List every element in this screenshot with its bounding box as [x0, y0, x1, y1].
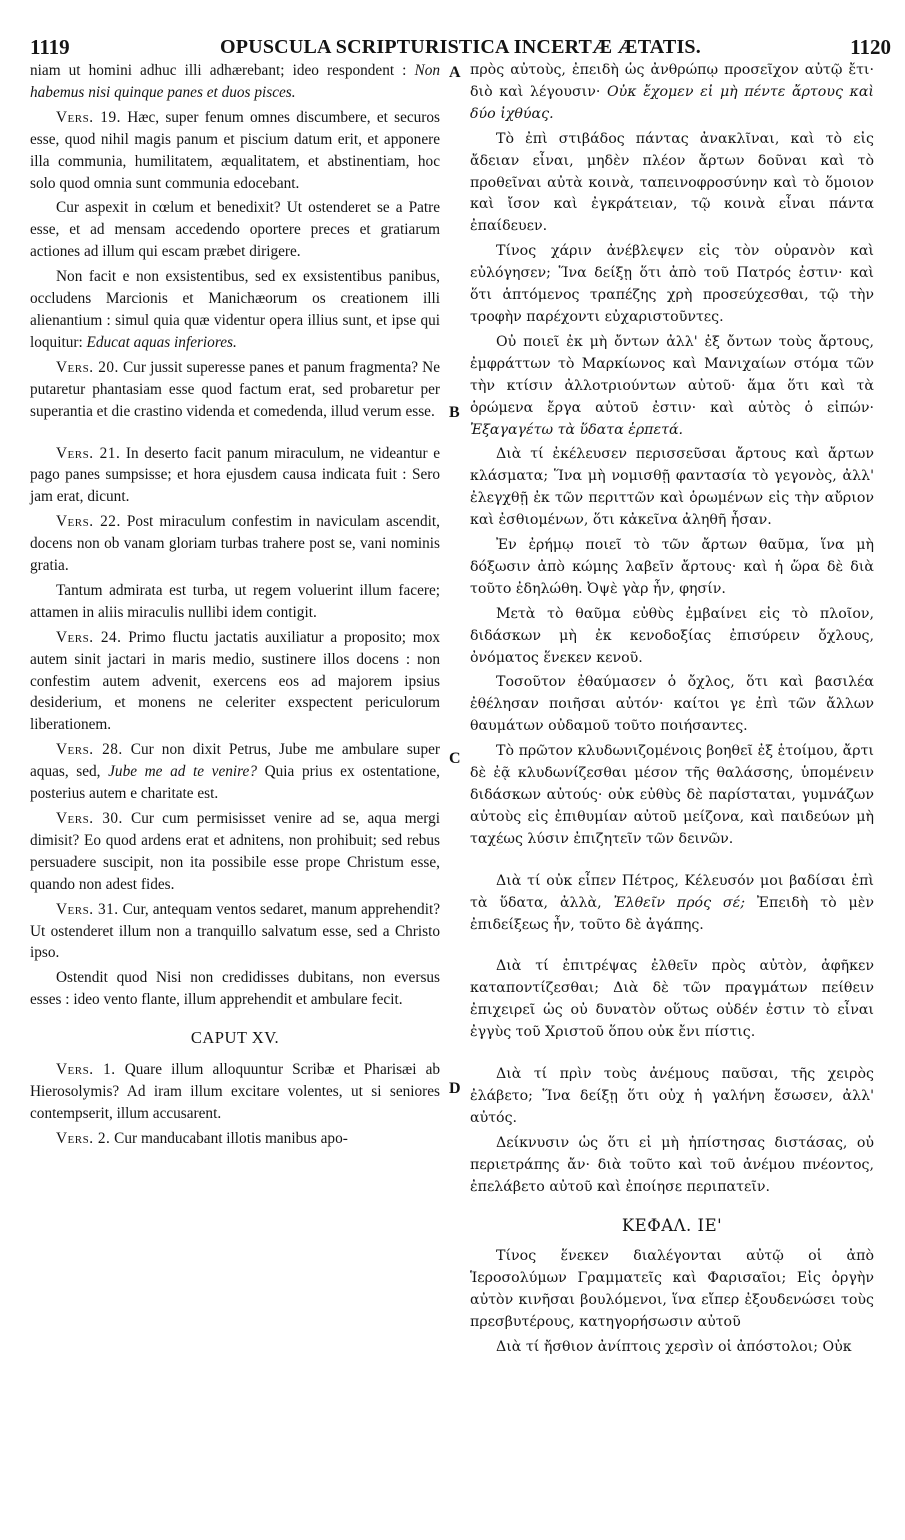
- greek-paragraph: Διὰ τί ἐπιτρέψας ἐλθεῖν πρὸς αὐτὸν, ἀφῆκεν καταποντίζεσθαι; Διὰ δὲ τῶν πραγμάτων πείθειν ἐπιχειρεῖ ὡς οὐ δυνατὸν οὕτως οὐδέν ἐστιν τὸ εἶναι ἐγγὺς τοῦ Χριστοῦ ὅπου οὐκ ἔνι πίστις.: [470, 958, 874, 1041]
- latin-paragraph: Vers. 30. Cur cum permisisset venire ad se, aqua mergi dimisit? Eo quod ardens erat et adnitens, non prohibuit; sed rebus persuadere suscipit, non ita possibile esse prope Christum esse, quando non adest fides.: [30, 810, 440, 893]
- latin-chapter-heading: CAPUT XV.: [190, 1028, 280, 1048]
- page-number-left: 1119: [30, 35, 70, 59]
- greek-paragraph: Ἐν ἐρήμῳ ποιεῖ τὸ τῶν ἄρτων θαῦμα, ἵνα μὴ δόξωσιν ἀπὸ κώμης λαβεῖν ἄρτους· καὶ ἡ ὥρα δὲ διὰ τοῦτο ἐδηλώθη. Ὀψὲ γὰρ ἦν, φησίν.: [470, 537, 874, 597]
- greek-column: [470, 60, 874, 1362]
- latin-paragraph: Vers. 22. Post miraculum confestim in naviculam ascendit, docens non ob vanam gloriam turbas trahere post se, vani nominis gratia.: [30, 513, 440, 575]
- page-number-right: 1120: [850, 35, 891, 59]
- greek-paragraph: Μετὰ τὸ θαῦμα εὐθὺς ἐμβαίνει εἰς τὸ πλοῖον, διδάσκων μὴ ἐκ κενοδοξίας ἐπισύρειν ὄχλους, ὀνόματος ἕνεκεν κενοῦ.: [470, 605, 874, 666]
- latin-paragraph: Non facit e non exsistentibus, sed ex exsistentibus panibus, occludens Marcionis et Manichæorum os creationem illi alienantium : simul quia quæ videntur opera illius sunt, et ipse qui loquitur: Educat aquas inferiores.: [30, 268, 440, 351]
- latin-column: [30, 60, 440, 1153]
- margin-marker-b: B: [449, 404, 460, 421]
- latin-paragraph: Tantum admirata est turba, ut regem voluerint illum facere; attamen in aliis miraculis nullibi idem contigit.: [30, 581, 440, 621]
- page-header: [30, 34, 891, 60]
- margin-marker-d: D: [449, 1080, 461, 1097]
- greek-paragraph: Τίνος χάριν ἀνέβλεψεν εἰς τὸν οὐρανὸν καὶ εὐλόγησεν; Ἵνα δείξῃ ὅτι ἀπὸ τοῦ Πατρός ἐστιν· καὶ ὅτι ἁπτόμενος τραπέζης χρὴ προσεύχεσθαι, τῷ τὴν τροφὴν παρέχοντι εὐχαριστοῦντες.: [470, 243, 874, 325]
- latin-paragraph: Vers. 31. Cur, antequam ventos sedaret, manum apprehendit? Ut ostenderet illum non a tranquillo salvatum esse, sed a Christo ipso.: [30, 900, 440, 962]
- greek-paragraph: Δείκνυσιν ὡς ὅτι εἰ μὴ ἠπίστησας διστάσας, οὐ περιετράπης ἄν· διὰ τοῦτο καὶ τοῦ ἀνέμου πνέοντος, ἐπελάβετο αὐτοῦ καὶ ἐποίησε περιπατεῖν.: [470, 1134, 874, 1195]
- greek-paragraph: Τὸ ἐπὶ στιβάδος πάντας ἀνακλῖναι, καὶ τὸ εἰς ἄδειαν εἶναι, μηδὲν πλέον ἄρτων δοῦναι καὶ τὸ προθεῖναι αὐτὰ κοινὰ, ταπεινοφροσύνην καὶ τὸ ὅμοιον καὶ ἴσον καὶ ἐγκράτειαν, τῷ κοινὰ εἶναι πάντα ἐπαίδευεν.: [470, 130, 874, 235]
- margin-marker-a: A: [449, 64, 461, 81]
- latin-paragraph: niam ut homini adhuc illi adhærebant; ideo respondent : Non habemus nisi quinque panes et duos pisces.: [30, 62, 440, 101]
- latin-paragraph: Vers. 24. Primo fluctu jactatis auxiliatur a proposito; mox autem sinit jactari in maris medio, sustinere illos docens : non confestim autem advenit, exercens eos ad majorem ipsius desiderium, et monens ne celeriter exspectent periculorum liberationem.: [30, 628, 440, 734]
- latin-paragraph: Vers. 21. In deserto facit panum miraculum, ne videantur e pago panes sumpsisse; et hora ejusdem causa indicata fuit : Sero jam erat, dicunt.: [30, 444, 440, 506]
- greek-paragraph: Διὰ τί ἤσθιον ἀνίπτοις χερσὶν οἱ ἀπόστολοι; Οὐκ: [496, 1339, 852, 1356]
- latin-paragraph: Vers. 20. Cur jussit superesse panes et panum fragmenta? Ne putaretur phantasiam esse quod factum erat, sed probaretur per superantia et die crastino videnda et comedenda, illud verum esse.: [30, 358, 441, 420]
- running-title: OPUSCULA SCRIPTURISTICA INCERTÆ ÆTATIS.: [220, 36, 701, 58]
- latin-paragraph: Ostendit quod Nisi non credidisses dubitans, non eversus esses : ideo vento flante, illum apprehendit et ambulare fecit.: [30, 969, 440, 1009]
- margin-marker-c: C: [449, 750, 461, 767]
- greek-paragraph: Τοσοῦτον ἐθαύμασεν ὁ ὄχλος, ὅτι καὶ βασιλέα ἐθέλησαν ποιῆσαι αὐτόν· καίτοι γε ἐπὶ τῶν ἄλλων θαυμάτων οὐδαμοῦ τοῦτο ποιήσαντες.: [470, 674, 874, 735]
- greek-paragraph: Διὰ τί οὐκ εἶπεν Πέτρος, Κέλευσόν μοι βαδίσαι ἐπὶ τὰ ὕδατα, ἀλλὰ, Ἐλθεῖν πρός σέ; Ἐπειδὴ τὸ μὲν ἐπιδείξεως ἦν, τοῦτο δὲ ἀγάπης.: [470, 872, 874, 933]
- latin-paragraph: Vers. 28. Cur non dixit Petrus, Jube me ambulare super aquas, sed, Jube me ad te venire? Quia prius ex ostentatione, posterius autem e charitate est.: [30, 741, 440, 803]
- latin-paragraph: Vers. 1. Quare illum alloquuntur Scribæ et Pharisæi ab Hierosolymis? Ad iram illum excitare volentes, ut si seniores contempserit, illum accusarent.: [30, 1061, 441, 1122]
- greek-paragraph: Τὸ πρῶτον κλυδωνιζομένοις βοηθεῖ ἐξ ἑτοίμου, ἄρτι δὲ ἐᾷ κλυδωνίζεσθαι μέσον τῆς θαλάσσης, ὑπομένειν διδάσκων αὐτούς· οὐκ εὐθὺς δὲ παρίσταται, γυμνάζων αὐτοὺς εἰς ἐπιθυμίαν αὐτοῦ μείζονα, καὶ παιδεύων μὴ ταχέως λύσιν ἐπιζητεῖν τῶν δεινῶν.: [470, 743, 874, 847]
- greek-chapter-heading: ΚΕΦΑΛ. ΙΕ': [621, 1215, 723, 1235]
- latin-paragraph: Vers. 2. Cur manducabant illotis manibus apo-: [56, 1129, 348, 1147]
- latin-paragraph: Cur aspexit in cœlum et benedixit? Ut ostenderet se a Patre esse, et ad mensam accedendo oportere preces et gratiarum actiones ad illum qui escam præbet dirigere.: [30, 199, 440, 261]
- greek-paragraph: Διὰ τί ἐκέλευσεν περισσεῦσαι ἄρτους καὶ ἄρτων κλάσματα; Ἵνα μὴ νομισθῇ φαντασία τὸ γεγονὸς, ἀλλ' ἐλεγχθῇ ἐκ τῶν περιττῶν καὶ ὁρωμένων εἰς τὴν αὔριον καὶ ἐσθιομένων, ὅτι κἀκεῖνα ἀληθῆ ἦσαν.: [470, 446, 874, 529]
- greek-paragraph: πρὸς αὐτοὺς, ἐπειδὴ ὡς ἀνθρώπῳ προσεῖχον αὐτῷ ἔτι· διὸ καὶ λέγουσιν· Οὐκ ἔχομεν εἰ μὴ πέντε ἄρτους καὶ δύο ἰχθύας.: [470, 62, 874, 122]
- greek-paragraph: Τίνος ἕνεκεν διαλέγονται αὐτῷ οἱ ἀπὸ Ἱεροσολύμων Γραμματεῖς καὶ Φαρισαῖοι; Εἰς ὀργὴν αὐτὸν κινῆσαι βουλόμενοι, ἵνα εἴπερ ἐξουδενώσει τοὺς πρεσβυτέρους, κατηγορήσωσιν αὐτοῦ: [470, 1248, 874, 1331]
- greek-paragraph: Οὐ ποιεῖ ἐκ μὴ ὄντων ἀλλ' ἐξ ὄντων τοὺς ἄρτους, ἐμφράττων τὸ Μαρκίωνος καὶ Μανιχαίων στόμα τῶν τὴν κτίσιν ἀλλοτριούντων αὐτοῦ· ἅμα ὅτι καὶ τὰ ὁρώμενα ἔργα αὐτοῦ ἐστιν· καὶ αὐτὸς ὁ εἰπών· Ἐξαγαγέτω τὰ ὕδατα ἑρπετά.: [470, 333, 874, 438]
- latin-paragraph: Vers. 19. Hæc, super fenum omnes discumbere, et securos esse, quod nihil magis panum et piscium datum erit, et apponere illa communia, humilitatem, æqualitatem, et abstinentiam, hoc solo quod omnia sunt communia edocebant.: [30, 108, 440, 192]
- greek-paragraph: Διὰ τί πρὶν τοὺς ἀνέμους παῦσαι, τῆς χειρὸς ἐλάβετο; Ἵνα δείξῃ ὅτι οὐχ ἡ γαλήνη ἔσωσεν, ἀλλ' αὐτός.: [470, 1066, 874, 1126]
